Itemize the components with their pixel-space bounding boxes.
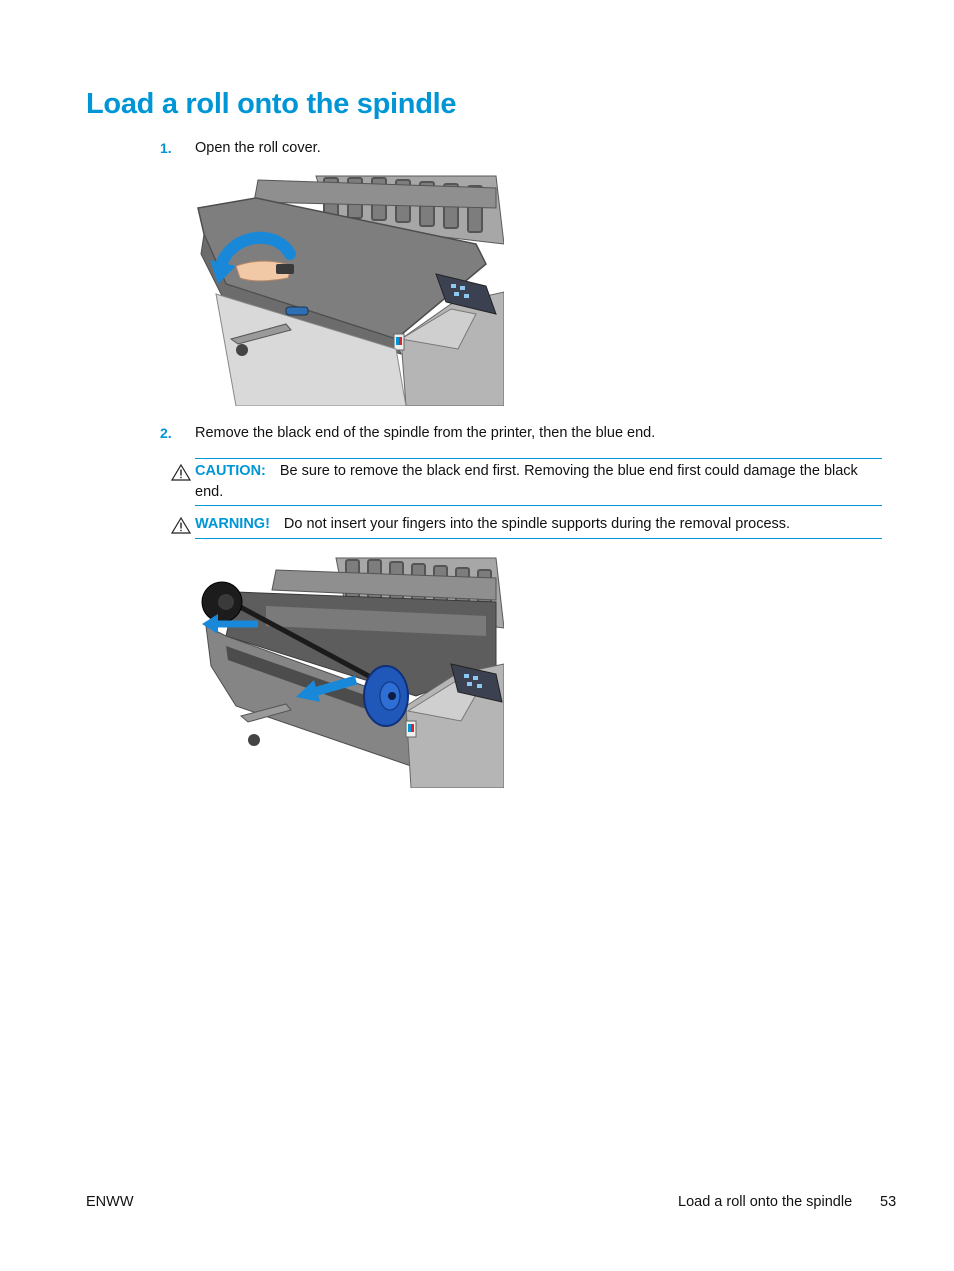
warning-triangle-icon (171, 517, 191, 534)
footer-page-number: 53 (880, 1194, 897, 1210)
step-2-number: 2. (160, 425, 172, 441)
warning-label: WARNING! (195, 516, 270, 532)
caution-text: Be sure to remove the black end first. Removing the blue end first could damage the black end. (195, 463, 858, 500)
footer-section: Load a roll onto the spindle (678, 1194, 853, 1210)
step-1-text: Open the roll cover. (195, 140, 321, 156)
warning-triangle-icon (171, 464, 191, 481)
step-1-number: 1. (160, 140, 172, 156)
figure-open-roll-cover (196, 174, 504, 406)
page-title: Load a roll onto the spindle (86, 88, 457, 120)
footer-left: ENWW (86, 1194, 134, 1210)
warning-note (195, 512, 882, 539)
warning-text: Do not insert your fingers into the spindle supports during the removal process. (283, 516, 791, 532)
step-2-text: Remove the black end of the spindle from the printer, then the blue end. (195, 425, 656, 441)
figure-remove-spindle (196, 556, 504, 788)
caution-label: CAUTION: (195, 463, 266, 479)
caution-note (195, 458, 882, 506)
